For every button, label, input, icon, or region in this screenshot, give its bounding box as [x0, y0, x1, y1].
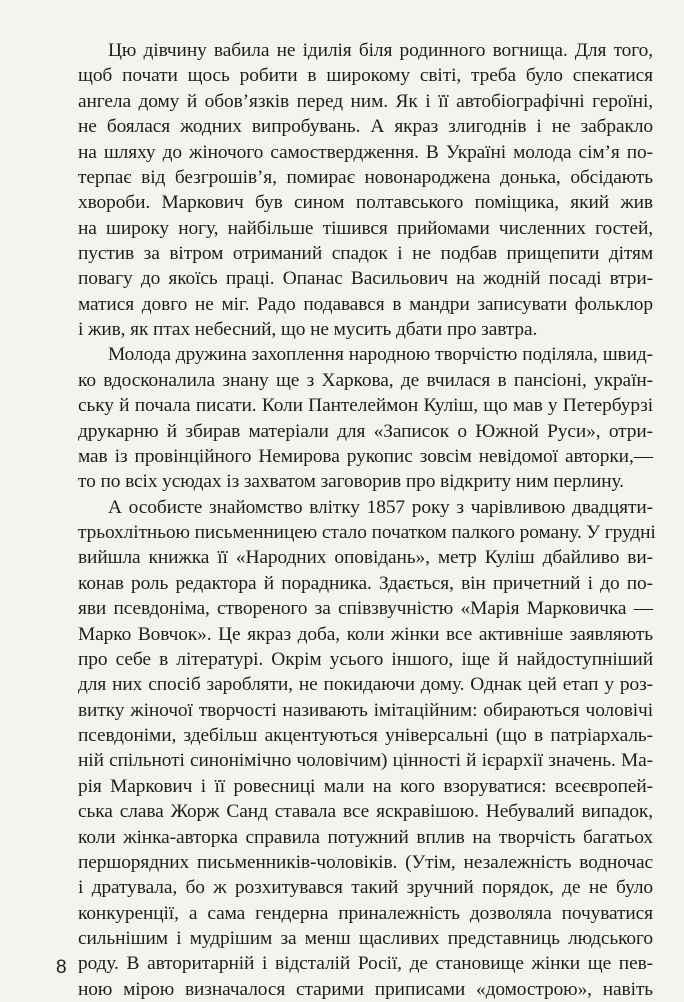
text-line: ко вдосконалила знану ще з Харкова, де вчилася в пансіоні, україн- [78, 369, 653, 391]
text-line: псевдоніми, здебільш акцентуються універсальні (що в патріархаль- [78, 725, 653, 746]
text-line: Марко Вовчок». Це якраз доба, коли жінки все активніше заявляють [78, 623, 653, 645]
text-line: для них спосіб заробляти, не покидаючи дому. Однак цей етап у роз- [78, 674, 653, 696]
text-line: трьохлітньою письменницею стало початком палкого роману. У грудні [78, 522, 656, 543]
text-line: мав із провінційного Немирова рукопис зовсім невідомої авторки,— [78, 445, 653, 467]
text-line: витку жіночої творчості називають імітаційним: обираються чоловічі [78, 699, 653, 721]
page-number: 8 [56, 957, 67, 978]
text-line: не боялася жодних випробувань. А якраз злигоднів і не забракло [78, 116, 653, 138]
text-line: про себе в літературі. Окрім усього іншого, іще й найдоступніший [78, 648, 653, 670]
text-line: щоб почати щось робити в широкому світі, треба було спекатися [78, 65, 653, 87]
text-line: яви псевдоніма, створеного за співзвучністю «Марія Марковичка — [78, 598, 653, 620]
text-line: і дратувала, бо ж розхитувався такий зручний порядок, де не було [78, 877, 653, 899]
text-line: на шляху до жіночого самоствердження. В Україні молода сім’я по- [78, 141, 653, 163]
text-line: і жив, як птах небесний, що не мусить дбати про завтра. [78, 319, 538, 341]
text-line: на широку ногу, найбільше тішився прийомами численних гостей, [78, 217, 653, 239]
text-line: пустив за вітром отриманий спадок і не подбав прищепити дітям [78, 243, 653, 264]
text-line: А особисте знайомство влітку 1857 року з чарівливою двадцяти- [108, 496, 653, 518]
text-line: конкуренції, а сама гендерна приналежність дозволяла почуватися [78, 902, 653, 924]
text-line: сильнішим і мудрішим за менш щасливих представниць людського [78, 928, 653, 949]
text-line: роду. В авторитарній і відсталій Росії, де становище жінки ще пев- [78, 953, 653, 975]
page-body [78, 38, 656, 1000]
text-line: Молода дружина захоплення народною творчістю поділяла, швид- [108, 344, 653, 366]
text-line: друкарню й збирав матеріали для «Записок о Южной Руси», отри- [78, 420, 653, 442]
text-line: терпає від безгрошів’я, помирає новонароджена донька, обсідають [78, 166, 653, 188]
text-line: конав роль редактора й порадника. Здається, він причетний і до по- [78, 572, 653, 594]
text-line: вийшла книжка її «Народних оповідань», метр Куліш дбайливо ви- [78, 547, 653, 569]
text-line: першорядних письменників-чоловіків. (Утім, незалежність водночас [78, 851, 653, 873]
text-line: рія Маркович і її ровесниці мали на кого взоруватися: всеєвропей- [78, 775, 653, 797]
text-line: повагу до якоїсь праці. Опанас Васильович на жодній посаді втри- [78, 268, 653, 290]
text-line: то по всіх усюдах із захватом заговорив про відкриту ним перлину. [78, 471, 624, 493]
text-line: ська слава Жорж Санд ставала все яскравішою. Небувалий випадок, [78, 801, 653, 823]
text-line: Цю дівчину вабила не ідилія біля родинного вогнища. Для того, [108, 40, 653, 61]
text-line: матися довго не міг. Радо подавався в мандри записувати фольклор [78, 293, 653, 315]
text-line: ангела дому й обов’язків перед ним. Як і її автобіографічні героїні, [78, 90, 653, 112]
text-line: хвороби. Маркович був сином полтавського поміщика, який жив [78, 192, 653, 214]
text-line: ною мірою визначалося старими приписами «домострою», навіть [78, 978, 653, 1000]
text-line: ній спільноті синонімічно чоловічим) цінності й ієрархії значень. Ма- [78, 750, 653, 772]
text-line: коли жінка-авторка справила потужний вплив на творчість багатьох [78, 826, 653, 848]
text-line: ську й почала писати. Коли Пантелеймон Куліш, що мав у Петербурзі [78, 395, 653, 417]
